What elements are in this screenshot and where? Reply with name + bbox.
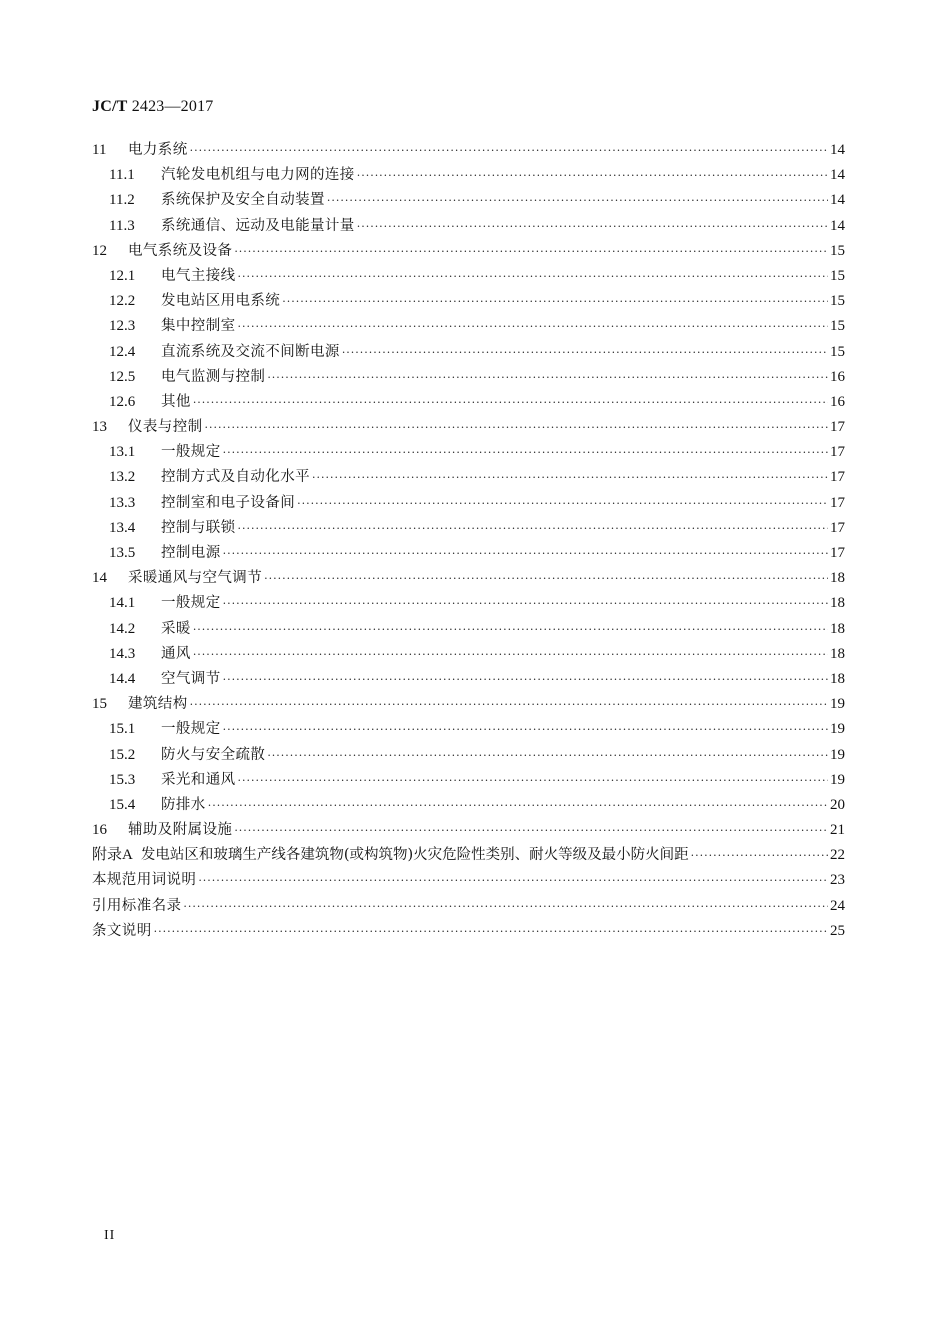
- page-number: II: [104, 1228, 116, 1243]
- toc-entry-page: 19: [830, 771, 845, 788]
- toc-entry-number: 13.5: [109, 545, 136, 561]
- toc-entry-title: 防排水: [161, 796, 206, 813]
- toc-entry[interactable]: [92, 365, 845, 390]
- toc-entry-title: 电气系统及设备: [128, 242, 233, 259]
- toc-entry-title: 控制方式及自动化水平: [161, 469, 310, 486]
- toc-entry[interactable]: [92, 314, 845, 339]
- toc-entry-title: 电力系统: [128, 142, 188, 158]
- toc-entry-number: 16: [92, 822, 107, 839]
- toc-leader-dots: [234, 239, 828, 264]
- toc-entry-number: 12.2: [109, 293, 136, 310]
- toc-entry[interactable]: [92, 239, 845, 264]
- toc-entry-title: 一般规定: [161, 444, 221, 461]
- toc-entry-title: 建筑结构: [128, 696, 188, 713]
- toc-entry[interactable]: [92, 465, 845, 490]
- toc-leader-dots: [183, 894, 828, 919]
- toc-leader-dots: [205, 415, 829, 440]
- toc-entry-title: 采暖通风与空气调节: [128, 570, 263, 587]
- toc-entry-number: 12: [92, 242, 107, 259]
- toc-entry[interactable]: [92, 163, 845, 188]
- toc-entry-page: 17: [830, 545, 845, 561]
- toc-entry[interactable]: [92, 138, 845, 163]
- toc-entry-page: 21: [830, 822, 845, 839]
- toc-entry-page: 23: [830, 872, 845, 889]
- toc-entry-number: 12.3: [109, 318, 136, 335]
- toc-entry-page: 17: [830, 419, 845, 436]
- toc-entry-number: 13.4: [109, 519, 136, 536]
- toc-leader-dots: [264, 566, 828, 591]
- toc-entry-number: 15.2: [109, 746, 136, 763]
- toc-entry-page: 18: [830, 570, 845, 587]
- toc-leader-dots: [691, 843, 828, 868]
- toc-entry-page: 17: [830, 494, 845, 511]
- toc-entry-title: 系统通信、远动及电能量计量: [161, 217, 355, 234]
- toc-leader-dots: [327, 188, 828, 213]
- toc-entry-title: 通风: [161, 645, 191, 662]
- toc-entry[interactable]: [92, 188, 845, 213]
- toc-entry-page: 16: [830, 393, 845, 410]
- toc-entry-title: 辅助及附属设施: [128, 822, 233, 839]
- toc-entry[interactable]: [92, 642, 845, 667]
- toc-entry-page: 14: [830, 192, 845, 209]
- toc-entry-title: 直流系统及交流不间断电源: [161, 343, 340, 360]
- toc-entry[interactable]: [92, 415, 845, 440]
- toc-entry-number: 14.4: [109, 670, 136, 687]
- toc-entry-number: 13.1: [109, 444, 136, 461]
- toc-entry-page: 25: [830, 922, 845, 939]
- toc-leader-dots: [223, 440, 828, 465]
- standard-prefix: JC/T: [92, 98, 128, 115]
- toc-entry[interactable]: [92, 868, 845, 893]
- toc-entry-page: 18: [830, 595, 845, 612]
- toc-entry[interactable]: [92, 591, 845, 616]
- toc-entry[interactable]: [92, 617, 845, 642]
- toc-entry-page: 17: [830, 444, 845, 461]
- toc-entry-number: 11.1: [109, 167, 135, 184]
- table-of-contents: [92, 138, 845, 944]
- toc-entry[interactable]: [92, 541, 845, 566]
- toc-entry-page: 18: [830, 670, 845, 687]
- toc-leader-dots: [193, 390, 828, 415]
- toc-entry-title: 发电站区用电系统: [161, 293, 281, 310]
- toc-entry-title: 一般规定: [161, 721, 221, 738]
- toc-entry[interactable]: [92, 289, 845, 314]
- toc-entry-title: 发电站区和玻璃生产线各建筑物(或构筑物)火灾危险性类别、耐火等级及最小防火间距: [140, 847, 689, 864]
- toc-entry-number: 15.3: [109, 771, 136, 788]
- toc-entry-page: 22: [830, 847, 845, 864]
- toc-leader-dots: [223, 717, 828, 742]
- toc-entry-title: 防火与安全疏散: [161, 746, 266, 763]
- toc-entry-page: 14: [830, 167, 845, 184]
- toc-entry[interactable]: [92, 894, 845, 919]
- toc-entry-page: 14: [830, 142, 845, 158]
- toc-entry-number: 12.6: [109, 393, 136, 410]
- toc-leader-dots: [267, 743, 828, 768]
- toc-entry-page: 15: [830, 242, 845, 259]
- toc-entry[interactable]: [92, 516, 845, 541]
- toc-entry-title: 采光和通风: [161, 771, 236, 788]
- standard-number: 2423—2017: [131, 98, 214, 115]
- toc-entry-page: 18: [830, 645, 845, 662]
- toc-leader-dots: [190, 692, 828, 717]
- toc-entry[interactable]: [92, 818, 845, 843]
- toc-entry-number: 15.1: [109, 721, 136, 738]
- toc-entry-title: 一般规定: [161, 595, 221, 612]
- toc-entry-title: 引用标准名录: [92, 897, 182, 914]
- toc-entry[interactable]: [92, 340, 845, 365]
- toc-entry[interactable]: [92, 717, 845, 742]
- toc-entry[interactable]: [92, 440, 845, 465]
- toc-entry-number: 15.4: [109, 796, 136, 813]
- toc-leader-dots: [223, 667, 828, 692]
- toc-entry-number: 13.3: [109, 494, 136, 511]
- toc-entry[interactable]: [92, 491, 845, 516]
- toc-entry-title: 控制与联锁: [161, 519, 236, 536]
- toc-entry-page: 18: [830, 620, 845, 637]
- toc-leader-dots: [190, 138, 828, 163]
- toc-leader-dots: [154, 919, 828, 944]
- toc-entry-title: 汽轮发电机组与电力网的连接: [161, 167, 355, 184]
- toc-leader-dots: [267, 365, 828, 390]
- toc-leader-dots: [312, 465, 828, 490]
- toc-entry-appendix[interactable]: [92, 843, 845, 868]
- toc-entry-page: 14: [830, 217, 845, 234]
- toc-leader-dots: [208, 793, 828, 818]
- toc-entry[interactable]: [92, 919, 845, 944]
- toc-leader-dots: [223, 591, 828, 616]
- toc-entry-title: 本规范用词说明: [92, 872, 197, 889]
- toc-entry[interactable]: [92, 566, 845, 591]
- toc-entry[interactable]: [92, 768, 845, 793]
- toc-entry-number: 13: [92, 419, 107, 436]
- toc-entry-title: 控制室和电子设备间: [161, 494, 296, 511]
- toc-entry-number: 14.2: [109, 620, 136, 637]
- toc-entry-page: 15: [830, 318, 845, 335]
- toc-entry-page: 17: [830, 519, 845, 536]
- toc-entry[interactable]: [92, 264, 845, 289]
- toc-leader-dots: [282, 289, 828, 314]
- toc-entry[interactable]: [92, 743, 845, 768]
- toc-leader-dots: [357, 214, 828, 239]
- toc-leader-dots: [238, 264, 829, 289]
- toc-leader-dots: [238, 314, 829, 339]
- toc-leader-dots: [297, 491, 828, 516]
- toc-entry-page: 19: [830, 721, 845, 738]
- toc-entry[interactable]: [92, 692, 845, 717]
- toc-entry-number: 11.3: [109, 217, 135, 234]
- toc-leader-dots: [342, 340, 828, 365]
- toc-entry-page: 16: [830, 368, 845, 385]
- toc-entry-number: 12.1: [109, 267, 136, 284]
- toc-entry-number: 12.4: [109, 343, 136, 360]
- toc-entry-page: 19: [830, 696, 845, 713]
- toc-entry-number: 11.2: [109, 192, 135, 209]
- toc-entry-number: 14.3: [109, 645, 136, 662]
- toc-entry-page: 15: [830, 343, 845, 360]
- toc-entry-number: 14: [92, 570, 107, 587]
- toc-leader-dots: [238, 516, 829, 541]
- toc-entry-page: 17: [830, 469, 845, 486]
- toc-entry-number: 12.5: [109, 368, 136, 385]
- toc-entry-page: 20: [830, 796, 845, 813]
- toc-leader-dots: [223, 541, 828, 566]
- toc-entry-title: 条文说明: [92, 922, 152, 939]
- toc-entry-title: 系统保护及安全自动装置: [161, 192, 325, 209]
- toc-leader-dots: [234, 818, 828, 843]
- toc-leader-dots: [357, 163, 828, 188]
- toc-entry-page: 15: [830, 267, 845, 284]
- toc-entry-title: 控制电源: [161, 545, 221, 561]
- toc-entry-title: 其他: [161, 393, 191, 410]
- toc-entry-page: 19: [830, 746, 845, 763]
- toc-entry-title: 电气主接线: [161, 267, 236, 284]
- toc-entry-title: 采暖: [161, 620, 191, 637]
- toc-entry-number: 14.1: [109, 595, 136, 612]
- toc-leader-dots: [198, 868, 828, 893]
- toc-leader-dots: [193, 617, 828, 642]
- toc-entry-title: 仪表与控制: [128, 419, 203, 436]
- toc-entry-number: 附录A: [92, 847, 133, 864]
- toc-entry-page: 15: [830, 293, 845, 310]
- toc-entry-title: 集中控制室: [161, 318, 236, 335]
- toc-entry[interactable]: [92, 793, 845, 818]
- toc-entry-number: 15: [92, 696, 107, 713]
- toc-entry-title: 空气调节: [161, 670, 221, 687]
- toc-entry-page: 24: [830, 897, 845, 914]
- toc-entry[interactable]: [92, 667, 845, 692]
- toc-entry[interactable]: [92, 390, 845, 415]
- document-code-header: [92, 98, 214, 116]
- toc-leader-dots: [238, 768, 829, 793]
- toc-leader-dots: [193, 642, 828, 667]
- toc-entry-number: 11: [92, 142, 107, 158]
- toc-entry[interactable]: [92, 214, 845, 239]
- toc-entry-title: 电气监测与控制: [161, 368, 266, 385]
- toc-entry-number: 13.2: [109, 469, 136, 486]
